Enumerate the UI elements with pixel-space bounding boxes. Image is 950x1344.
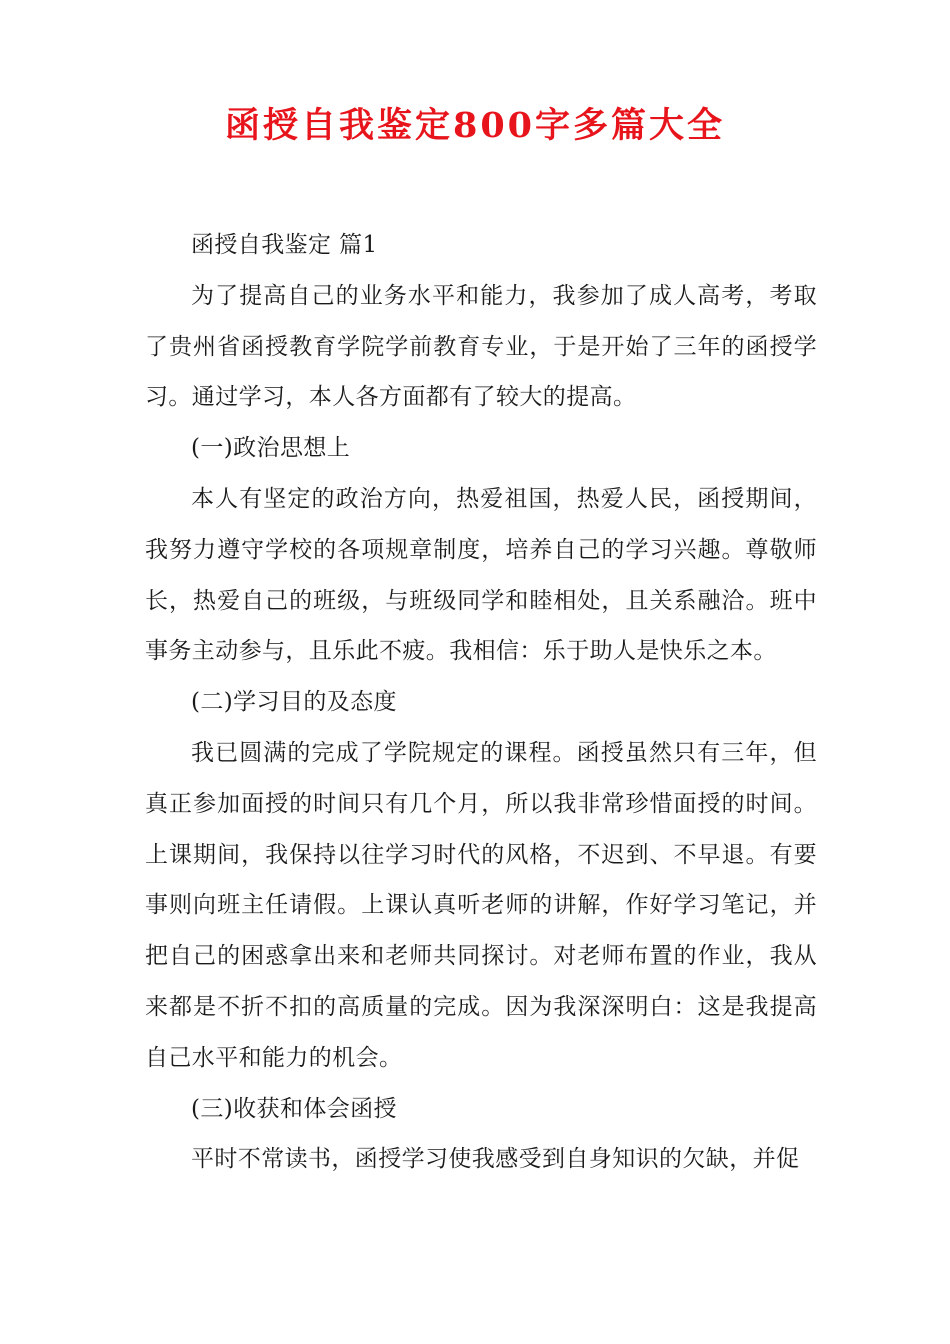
subsection-heading: (一)政治思想上 xyxy=(191,435,351,462)
body-paragraph: 我已圆满的完成了学院规定的课程。函授虽然只有三年，但真正参加面授的时间只有几个月，所以我非常珍惜面授的时间。上课期间，我保持以往学习时代的风格，不迟到、不早退。有要事则向班主任请假。上课认真听老师的讲解，作好学习笔记，并把自己的困惑拿出来和老师共同探讨。对老师布置的作业，我从来都是不折不扣的高质量的完成。因为我深深明白：这是我提高自己水平和能力的机会。 xyxy=(145,739,817,1071)
section-heading: 函授自我鉴定 篇1 xyxy=(191,232,378,258)
subsection-heading: (三)收获和体会函授 xyxy=(191,1095,397,1122)
document-body xyxy=(145,220,817,1185)
body-paragraph: 平时不常读书，函授学习使我感受到自身知识的欠缺，并促 xyxy=(191,1146,800,1173)
body-paragraph: 本人有坚定的政治方向，热爱祖国，热爱人民，函授期间，我努力遵守学校的各项规章制度，培养自己的学习兴趣。尊敬师长，热爱自己的班级，与班级同学和睦相处，且关系融洽。班中事务主动参与，且乐此不疲。我相信：乐于助人是快乐之本。 xyxy=(145,485,817,665)
subsection-heading: (二)学习目的及态度 xyxy=(191,689,397,716)
body-paragraph: 为了提高自己的业务水平和能力，我参加了成人高考，考取了贵州省函授教育学院学前教育专业，于是开始了三年的函授学习。通过学习，本人各方面都有了较大的提高。 xyxy=(145,282,817,411)
document-title: 函授自我鉴定800字多篇大全 xyxy=(224,105,726,146)
